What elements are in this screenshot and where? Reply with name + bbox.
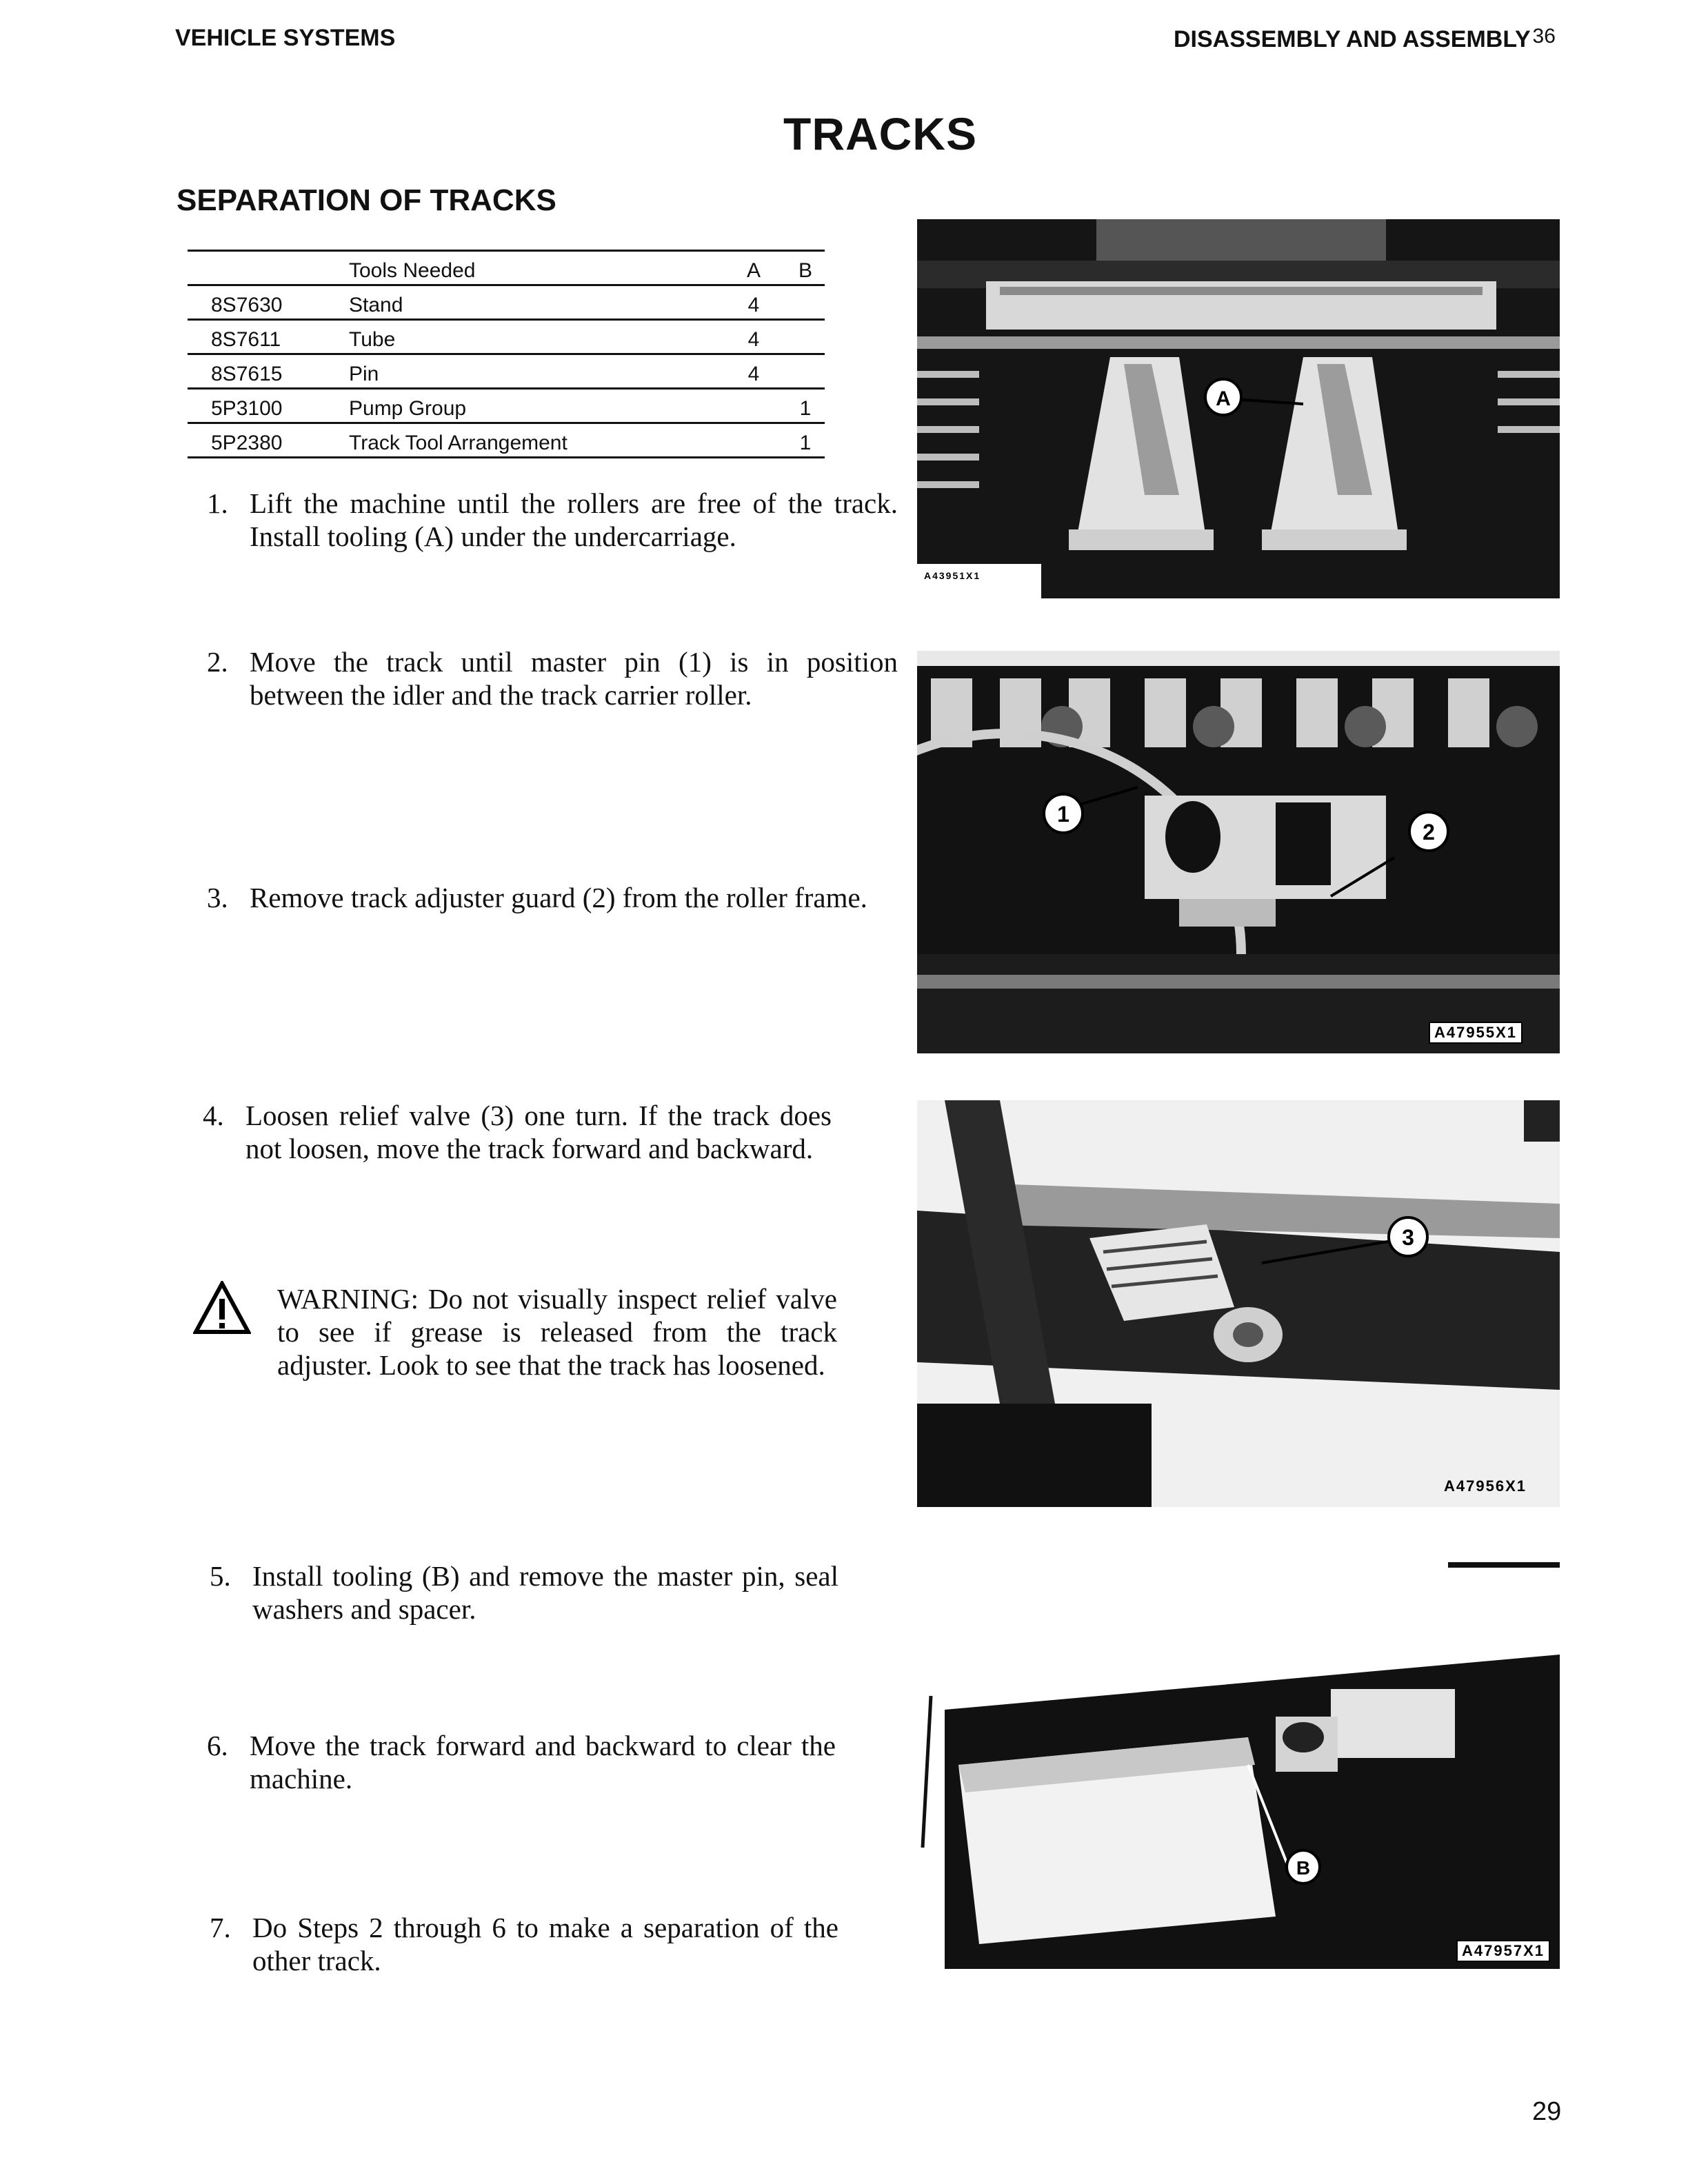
photo-tooling-a (917, 219, 1560, 598)
table-header-row (188, 251, 825, 285)
callout-1: 1 (1057, 802, 1069, 827)
step-text: Install tooling (B) and remove the master pin, seal washers and spacer. (252, 1560, 838, 1625)
step-number: 3. (207, 882, 228, 913)
description-cell: Track Tool Arrangement (349, 423, 721, 458)
step-5 (210, 1559, 838, 1626)
photo-code: A47956X1 (1444, 1477, 1527, 1495)
step-number: 2. (207, 646, 228, 678)
qty-a-cell: 4 (721, 320, 786, 354)
step-text: Loosen relief valve (3) one turn. If the track does not loosen, move the track forward and backward. (245, 1100, 832, 1164)
table-row (188, 320, 825, 354)
photo-tooling-b (917, 1558, 1560, 1969)
step-2 (207, 645, 898, 711)
photo-master-pin (917, 651, 1560, 1053)
step-text: Move the track until master pin (1) is in position between the idler and the track carrier roller. (250, 646, 898, 711)
qty-b-cell: 1 (786, 389, 825, 423)
step-text: Lift the machine until the rollers are free of the track. Install tooling (A) under the undercarriage. (250, 487, 898, 552)
table-row (188, 389, 825, 423)
part-number-cell: 5P3100 (188, 389, 349, 423)
table-row (188, 354, 825, 389)
running-header-left: VEHICLE SYSTEMS (175, 25, 396, 51)
step-text: Do Steps 2 through 6 to make a separation of the other track. (252, 1912, 838, 1976)
step-number: 6. (207, 1730, 228, 1761)
step-number: 4. (203, 1100, 224, 1131)
photo-relief-valve-illustration (917, 1100, 1560, 1507)
callout-3: 3 (1402, 1225, 1414, 1250)
step-3 (207, 881, 898, 914)
warning-text: WARNING: Do not visually inspect relief valve to see if grease is released from the track adjuster. Look to see that the track has loosened. (277, 1283, 837, 1381)
tools-needed-table (188, 250, 825, 458)
part-number-cell: 5P2380 (188, 423, 349, 458)
description-cell: Pin (349, 354, 721, 389)
page-number: 29 (1532, 2097, 1562, 2126)
table-row (188, 423, 825, 458)
qty-b-cell (786, 354, 825, 389)
step-text: Move the track forward and backward to clear the machine. (250, 1730, 836, 1794)
qty-a-cell: 4 (721, 285, 786, 320)
part-number-cell: 8S7630 (188, 285, 349, 320)
header-section-label: DISASSEMBLY AND ASSEMBLY (1174, 26, 1531, 52)
qty-b-cell (786, 320, 825, 354)
part-number-cell: 8S7615 (188, 354, 349, 389)
description-cell: Pump Group (349, 389, 721, 423)
photo-code: A43951X1 (924, 570, 981, 581)
step-number: 1. (207, 487, 228, 519)
qty-a-cell (721, 389, 786, 423)
table-row (188, 285, 825, 320)
qty-a-cell: 4 (721, 354, 786, 389)
section-title: SEPARATION OF TRACKS (177, 183, 556, 217)
page-title: TRACKS (783, 108, 977, 159)
warning-triangle-icon (193, 1281, 251, 1335)
callout-2: 2 (1423, 820, 1435, 845)
qty-b-cell (786, 285, 825, 320)
photo-code: A47957X1 (1456, 1940, 1550, 1962)
running-header-right (1174, 25, 1556, 53)
table-header-part (188, 251, 349, 285)
callout-a: A (1216, 387, 1231, 410)
step-4 (203, 1099, 832, 1165)
photo-tooling-a-illustration (917, 219, 1560, 598)
header-doc-number: 36 (1532, 25, 1556, 48)
qty-a-cell (721, 423, 786, 458)
table-header-a: A (721, 251, 786, 285)
step-number: 7. (210, 1912, 231, 1943)
photo-tooling-b-illustration (917, 1558, 1560, 1969)
part-number-cell: 8S7611 (188, 320, 349, 354)
step-number: 5. (210, 1560, 231, 1592)
callout-b: B (1296, 1857, 1311, 1879)
description-cell: Stand (349, 285, 721, 320)
step-1 (207, 487, 898, 553)
photo-code: A47955X1 (1429, 1022, 1523, 1044)
table-header-tools: Tools Needed (349, 251, 721, 285)
step-7 (210, 1911, 838, 1977)
qty-b-cell: 1 (786, 423, 825, 458)
photo-master-pin-illustration (917, 651, 1560, 1053)
step-6 (207, 1729, 836, 1795)
description-cell: Tube (349, 320, 721, 354)
table-header-b: B (786, 251, 825, 285)
step-text: Remove track adjuster guard (2) from the roller frame. (250, 882, 867, 913)
photo-relief-valve (917, 1100, 1560, 1507)
